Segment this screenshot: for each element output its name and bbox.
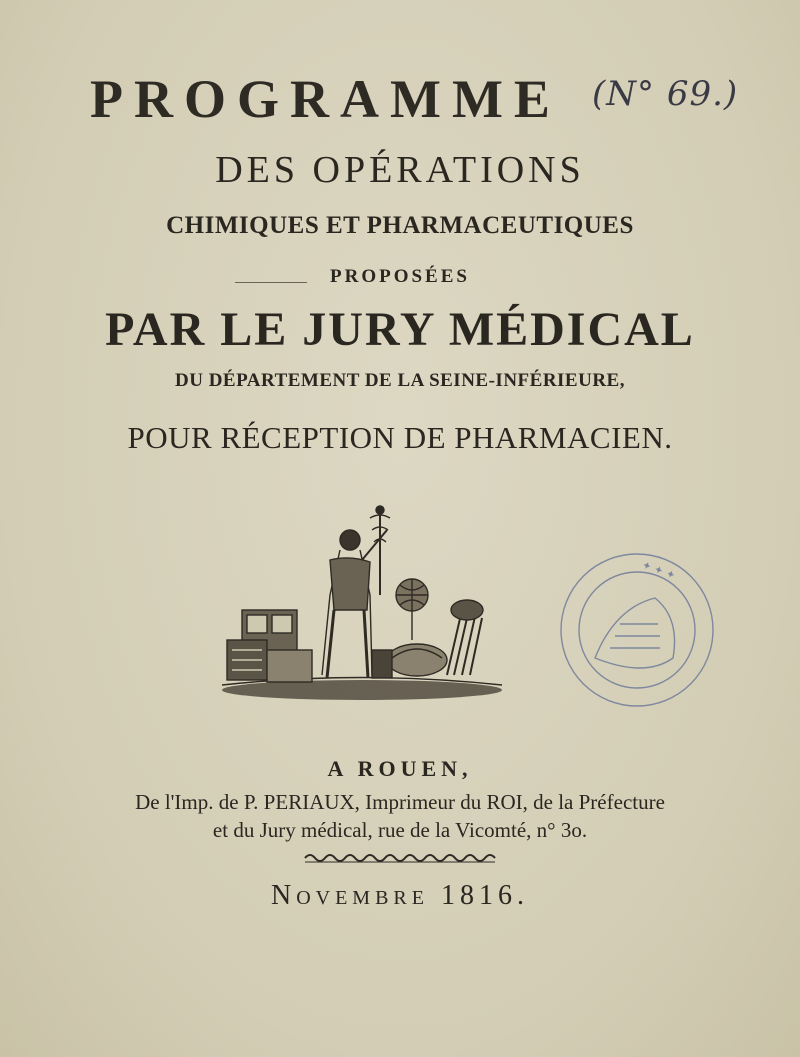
- subtitle-chemical: CHIMIQUES ET PHARMACEUTIQUES: [166, 212, 634, 239]
- svg-text:✦ ✦ ✦: ✦ ✦ ✦: [640, 558, 678, 583]
- subtitle-department: DU DÉPARTEMENT DE LA SEINE-INFÉRIEURE,: [175, 370, 625, 391]
- subtitle-reception: POUR RÉCEPTION DE PHARMACIEN.: [127, 420, 673, 455]
- subtitle-proposed: PROPOSÉES: [330, 266, 470, 287]
- publication-date: Novembre 1816.: [270, 880, 529, 911]
- subtitle-jury: PAR LE JURY MÉDICAL: [105, 303, 695, 356]
- ornamental-rule-icon: [300, 852, 500, 864]
- place-of-printing: A ROUEN,: [327, 756, 473, 781]
- handwritten-annotation: (N° 69.): [592, 74, 739, 114]
- printer-imprint-line-1: De l'Imp. de P. PERIAUX, Imprimeur du ROI, de la Préfecture: [135, 790, 665, 814]
- printer-imprint-line-2: et du Jury médical, rue de la Vicomté, n° 3o.: [212, 818, 588, 842]
- hermes-allegory-engraving-icon: [212, 500, 512, 710]
- library-stamp-icon: [555, 548, 720, 713]
- subtitle-operations: DES OPÉRATIONS: [215, 149, 585, 191]
- document-title: PROGRAMME: [90, 69, 561, 129]
